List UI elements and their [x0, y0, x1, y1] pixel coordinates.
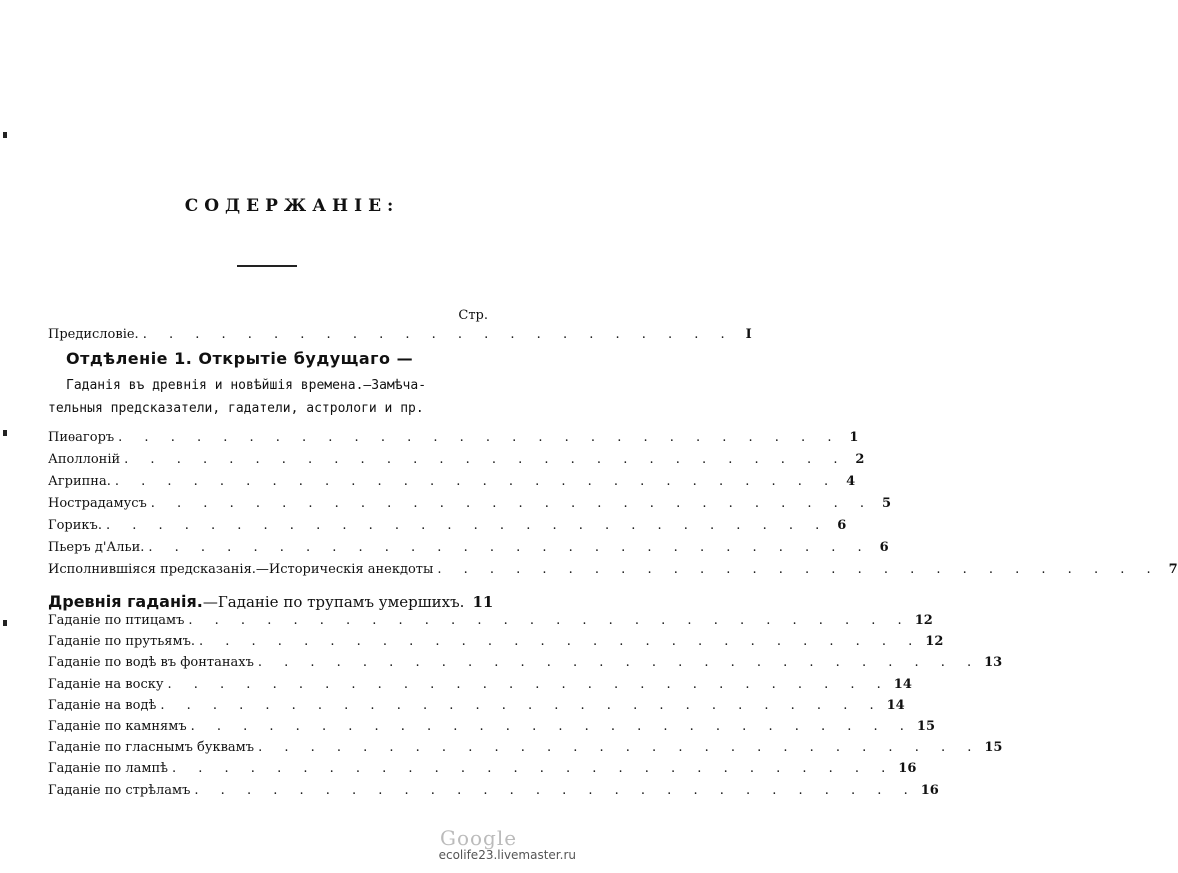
- toc-entry: [48, 782, 939, 803]
- page-title: СОДЕРЖАНІЕ:: [184, 196, 400, 216]
- section-subtitle-1: Гаданія въ древнія и новѣйшія времена.—Замѣча-: [66, 378, 427, 393]
- entry-page: I: [745, 327, 752, 342]
- toc-entry: [48, 430, 859, 450]
- entry-label: Исполнившіяся предсказанія.—Историческія анекдоты: [48, 562, 434, 577]
- leader-dots: . . . . . . . . . . . . . . . . . . . . . . . . . . . .: [199, 634, 922, 650]
- entry-page: 13: [984, 655, 1003, 671]
- entry-page: 2: [855, 452, 865, 467]
- leader-dots: . . . . . . . . . . . . . . . . . . . . . . . . . . . .: [172, 761, 895, 777]
- entry-label: Гаданіе по камнямъ: [48, 719, 187, 734]
- leader-dots: . . . . . . . . . . . . . . . . . . . . . . . . . . . .: [188, 613, 911, 628]
- watermark: ecolife23.livemaster.ru: [438, 848, 576, 862]
- entry-label: Гаданіе по лампѣ: [48, 761, 169, 777]
- entry-label: Гаданіе по птицамъ: [48, 613, 185, 628]
- entry-page: 6: [837, 518, 847, 533]
- entry-page: 7: [1168, 562, 1178, 577]
- edge-mark: [3, 620, 7, 626]
- leader-dots: . . . . . . . . . . . . . . . . . . . . . . . . . . . .: [258, 740, 981, 756]
- entry-label: Агрипна.: [48, 474, 111, 489]
- toc-entry: [48, 719, 935, 739]
- ancient-heading: Древнія гаданія.: [48, 592, 203, 611]
- leader-dots: . . . . . . . . . . . . . . . . . . . . . . . . . . . .: [257, 655, 981, 671]
- entry-page: 15: [916, 719, 935, 734]
- section-heading: Отдѣленіе 1. Открытіе будущаго —: [66, 349, 414, 368]
- leader-dots: . . . . . . . . . . . . . . . . . . . . . . . . . . . .: [118, 430, 841, 445]
- leader-dots: . . . . . . . . . . . . . . . . . . . . . . . . . . . .: [124, 452, 847, 467]
- toc-entry: [48, 496, 892, 516]
- entry-page: 12: [914, 613, 933, 628]
- entry-label: Гаданіе на воску: [48, 676, 164, 692]
- toc-entry: [48, 562, 1178, 582]
- leader-dots: . . . . . . . . . . . . . . . . . . . . . . . . . . . .: [167, 676, 890, 692]
- entry-label: Гаданіе по водѣ въ фонтанахъ: [48, 655, 254, 671]
- entry-label: Гаданіе по прутьямъ.: [48, 634, 196, 650]
- entry-label: Нострадамусъ: [48, 496, 147, 511]
- toc-entry: [48, 452, 865, 472]
- toc-entry: [48, 655, 1003, 675]
- toc-entry: [48, 676, 912, 697]
- entry-label: Горикъ.: [48, 518, 102, 533]
- toc-entry: [48, 634, 944, 654]
- entry-page: 16: [898, 761, 917, 777]
- entry-label: Аполлоній: [48, 452, 121, 467]
- page-column-label: Стр.: [458, 308, 488, 323]
- entry-page: 1: [849, 430, 859, 445]
- toc-entry: [48, 613, 933, 633]
- leader-dots: . . . . . . . . . . . . . . . . . . . . . . . . . . . .: [150, 496, 874, 511]
- entry-page: 15: [984, 740, 1003, 756]
- entry-page: 5: [882, 496, 892, 511]
- leader-dots: . . . . . . . . . . . . . . . . . . . . . . . . . . . .: [160, 697, 883, 713]
- google-mark: Google: [440, 826, 518, 850]
- leader-dots: . . . . . . . . . . . . . . . . . . . . . . . . . . . .: [114, 474, 838, 489]
- edge-mark: [3, 430, 7, 436]
- entry-page: 14: [893, 676, 912, 692]
- entry-label: Пьеръ д'Альи.: [48, 540, 145, 555]
- entry-page: 12: [925, 634, 944, 650]
- entry-page: 14: [886, 697, 905, 713]
- section-subtitle-2: тельныя предсказатели, гадатели, астрологи и пр.: [48, 401, 424, 416]
- entry-page: 16: [920, 782, 939, 798]
- leader-dots: . . . . . . . . . . . . . . . . . . . . . . . . . . . .: [194, 782, 917, 798]
- entry-page: 11: [472, 593, 494, 611]
- ancient-section-entry: [48, 592, 494, 612]
- entry-label: Гаданіе на водѣ: [48, 697, 157, 713]
- entry-label: Пиѳагоръ: [48, 430, 115, 445]
- leader-dots: . . . . . . . . . . . . . . . . . . . . . . . . . . . .: [190, 719, 913, 734]
- toc-entry: [48, 740, 1003, 760]
- toc-entry: [48, 474, 856, 494]
- entry-label: Предисловіе.: [48, 327, 139, 342]
- preface-entry: [48, 327, 752, 347]
- leader-dots: . . . . . . . . . . . . . . . . . . . . . . .: [142, 327, 734, 342]
- toc-entry: [48, 697, 905, 718]
- entry-page: 6: [879, 540, 889, 555]
- leader-dots: . . . . . . . . . . . . . . . . . . . . . . . . . . . .: [437, 562, 1160, 577]
- leader-dots: . . . . . . . . . . . . . . . . . . . . . . . . . . . .: [148, 540, 871, 555]
- edge-mark: [3, 132, 7, 138]
- entry-page: 4: [846, 474, 856, 489]
- toc-entry: [48, 540, 889, 560]
- leader-dots: . . . . . . . . . . . . . . . . . . . . . . . . . . . .: [105, 518, 829, 533]
- title-rule: [237, 265, 297, 267]
- toc-entry: [48, 518, 847, 538]
- entry-label: Гаданіе по гласнымъ буквамъ: [48, 740, 255, 756]
- ancient-rest: —Гаданіе по трупамъ умершихъ.: [202, 593, 465, 611]
- toc-entry: [48, 761, 917, 781]
- entry-label: Гаданіе по стрѣламъ: [48, 782, 191, 798]
